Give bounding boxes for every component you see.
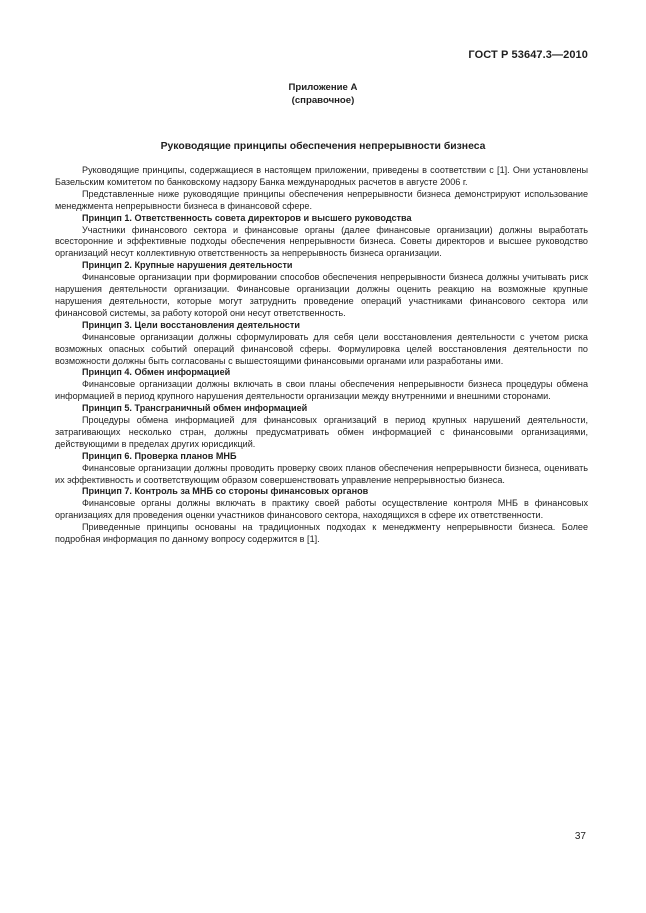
principle-heading: Принцип 7. Контроль за МНБ со стороны финансовых органов <box>82 486 369 497</box>
principle-text: Финансовые организации должны включать в свои планы обеспечения непрерывности бизнеса процедуры обмена информацией в период крупного нарушения деятельности организации между внутренними и внешними сторонами. <box>55 379 588 402</box>
principle-text: Участники финансового сектора и финансовые органы (далее финансовые организации) должны выработать всесторонние и эффективные подходы обеспечения непрерывности бизнеса. Советы директоров и высшее руководство организаций несут коллективную ответственность за непрерывность бизнеса организации. <box>55 224 588 259</box>
appendix-type: (справочное) <box>291 95 355 106</box>
closing-paragraph: Приведенные принципы основаны на традиционных подходах к менеджменту непрерывности бизнеса. Более подробная информация по данному вопросу содержится в [1]. <box>55 522 588 545</box>
section-title: Руководящие принципы обеспечения непрерывности бизнеса <box>160 141 486 152</box>
principle-heading: Принцип 2. Крупные нарушения деятельности <box>82 260 293 271</box>
principle-heading: Принцип 6. Проверка планов МНБ <box>82 450 237 461</box>
principle-text: Финансовые органы должны включать в практику своей работы осуществление контроля МНБ в финансовых организациях для проведения оценки участников финансового сектора, находящихся в сфере их ответственности. <box>55 498 588 521</box>
intro-paragraph: Представленные ниже руководящие принципы обеспечения непрерывности бизнеса демонстрируют использование менеджмента непрерывности бизнеса в финансовой сфере. <box>55 188 588 211</box>
principle-heading: Принцип 5. Трансграничный обмен информацией <box>82 403 308 414</box>
appendix-label: Приложение А <box>288 82 358 93</box>
document-body <box>55 165 588 546</box>
document-code: ГОСТ Р 53647.3—2010 <box>468 49 588 61</box>
principle-text: Финансовые организации должны сформулировать для себя цели восстановления деятельности с учетом риска возможных опасных событий операций финансовой сферы. Формулировка целей восстановления деятельности по возможности должны быть согласованы с вышестоящими финансовыми органами или разработаны ими. <box>55 331 588 366</box>
principle-text: Финансовые организации должны проводить проверку своих планов обеспечения непрерывности бизнеса, оценивать их эффективность и соответствующим образом совершенствовать управление непрерывностью бизнеса. <box>55 462 588 485</box>
principle-heading: Принцип 1. Ответственность совета директоров и высшего руководства <box>82 212 412 223</box>
principle-heading: Принцип 4. Обмен информацией <box>82 367 231 378</box>
principle-text: Финансовые организации при формировании способов обеспечения непрерывности бизнеса должны учитывать риск нарушения деятельности организации. Финансовые организации должны оценить реакцию на возможные крупные нарушения деятельности, которые могут затруднить проведение операций участниками финансового сектора или финансовой системы, за работу которой они несут ответственность. <box>55 272 588 318</box>
appendix-heading <box>0 81 646 107</box>
page-number: 37 <box>574 831 586 842</box>
principle-heading: Принцип 3. Цели восстановления деятельности <box>82 319 300 330</box>
intro-paragraph: Руководящие принципы, содержащиеся в настоящем приложении, приведены в соответствии с [1]. Они установлены Базельским комитетом по банковскому надзору Банка международных расчетов в августе 2006 г. <box>55 165 588 187</box>
principle-text: Процедуры обмена информацией для финансовых организаций в период крупных нарушений деятельности, затрагивающих несколько стран, должны предусматривать обмен информацией с финансовыми организациями, действующими в пределах других юрисдикций. <box>55 415 588 449</box>
